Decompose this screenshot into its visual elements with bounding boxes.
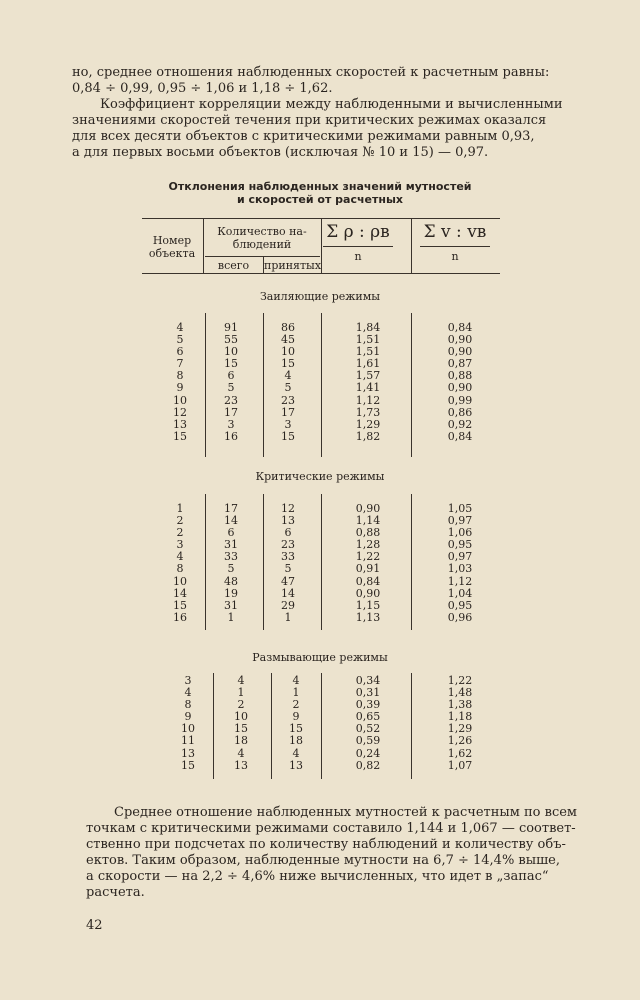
header-divider bbox=[203, 218, 204, 273]
table-cell: 0,24 bbox=[355, 746, 381, 760]
table-cell: 18 bbox=[289, 734, 303, 748]
table-cell: 15 bbox=[281, 357, 295, 371]
header-velocity-ratio: Σ v : vв bbox=[423, 222, 487, 242]
column-separator bbox=[205, 313, 206, 457]
table-cell: 1,48 bbox=[447, 686, 473, 700]
table-cell: 10 bbox=[234, 710, 248, 724]
table-cell: 6 bbox=[227, 369, 235, 383]
table-cell: 0,91 bbox=[355, 562, 381, 576]
table-cell: 0,84 bbox=[447, 429, 473, 443]
table-cell: 1,12 bbox=[355, 393, 381, 407]
header-denominator: n bbox=[451, 250, 459, 263]
table-cell: 5 bbox=[227, 381, 235, 395]
table-cell: 1 bbox=[284, 610, 292, 624]
table-cell: 13 bbox=[289, 758, 303, 772]
header-denominator: n bbox=[354, 250, 362, 263]
table-cell: 1,14 bbox=[355, 514, 381, 528]
table-cell: 15 bbox=[289, 722, 303, 736]
text-line: 0,84 ÷ 0,99, 0,95 ÷ 1,06 и 1,18 ÷ 1,62. bbox=[72, 81, 333, 96]
table-cell: 4 bbox=[176, 321, 184, 334]
table-cell: 10 bbox=[181, 722, 195, 736]
header-total: всего bbox=[217, 259, 250, 272]
text-line: Среднее отношение наблюденных мутностей к расчетным по всем bbox=[114, 805, 578, 820]
header-observation-count bbox=[205, 225, 319, 251]
table-cell: 0,97 bbox=[447, 514, 473, 528]
table-cell: 1,07 bbox=[447, 758, 473, 772]
table-cell: 0,34 bbox=[355, 674, 381, 687]
table-cell: 3 bbox=[227, 417, 235, 431]
column-separator bbox=[321, 494, 322, 630]
closing-paragraph bbox=[86, 805, 586, 901]
table-cell: 5 bbox=[284, 562, 292, 576]
velocity-ratio-column bbox=[440, 322, 480, 443]
total-count-column bbox=[225, 675, 257, 772]
text-line: расчета. bbox=[86, 885, 145, 900]
velocity-ratio-column bbox=[440, 675, 480, 772]
turbidity-ratio-column bbox=[348, 322, 388, 443]
table-cell: 31 bbox=[224, 538, 238, 552]
table-cell: 7 bbox=[176, 357, 184, 371]
table-cell: 33 bbox=[281, 550, 295, 564]
table-cell: 15 bbox=[281, 429, 295, 443]
table-cell: 9 bbox=[184, 710, 192, 724]
header-text: Количество на- bbox=[217, 225, 307, 238]
table-cell: 5 bbox=[176, 333, 184, 347]
header-text: объекта bbox=[148, 247, 196, 260]
table-cell: 1,03 bbox=[447, 562, 473, 576]
text-line: Коэффициент корреляции между наблюденными и вычисленными bbox=[100, 97, 563, 112]
table-cell: 0,87 bbox=[447, 357, 473, 371]
table-cell: 17 bbox=[224, 405, 238, 419]
table-cell: 19 bbox=[224, 586, 238, 600]
table-cell: 16 bbox=[173, 610, 187, 624]
text-line: точкам с критическими режимами составило 1,144 и 1,067 — соответ- bbox=[86, 821, 576, 836]
turbidity-ratio-column bbox=[348, 503, 388, 624]
object-number-column bbox=[162, 503, 198, 624]
table-cell: 5 bbox=[284, 381, 292, 395]
table-cell: 0,65 bbox=[355, 710, 381, 724]
table-cell: 0,92 bbox=[447, 417, 473, 431]
accepted-count-column bbox=[280, 675, 312, 772]
table-cell: 2 bbox=[292, 698, 300, 712]
table-cell: 1,18 bbox=[447, 710, 473, 724]
column-separator bbox=[411, 494, 412, 630]
table-cell: 9 bbox=[176, 381, 184, 395]
intro-paragraph bbox=[72, 65, 572, 161]
table-cell: 8 bbox=[176, 562, 184, 576]
table-cell: 1,84 bbox=[355, 321, 381, 334]
text-line: но, среднее отношения наблюденных скоростей к расчетным равны: bbox=[72, 65, 550, 80]
table-cell: 10 bbox=[224, 345, 238, 359]
table-cell: 23 bbox=[281, 538, 295, 552]
table-cell: 15 bbox=[173, 598, 187, 612]
text-line: значениями скоростей течения при критических режимах оказался bbox=[72, 113, 547, 128]
table-cell: 1,51 bbox=[355, 333, 381, 347]
table-cell: 1 bbox=[292, 686, 300, 700]
text-line: а для первых восьми объектов (исключая № 10 и 15) — 0,97. bbox=[72, 145, 489, 160]
table-cell: 1,29 bbox=[447, 722, 473, 736]
total-count-column bbox=[215, 322, 247, 443]
table-cell: 6 bbox=[227, 526, 235, 540]
text-line: ектов. Таким образом, наблюденные мутности на 6,7 ÷ 14,4% выше, bbox=[86, 853, 561, 868]
total-count-column bbox=[215, 503, 247, 624]
table-cell: 1 bbox=[227, 610, 235, 624]
table-cell: 45 bbox=[281, 333, 295, 347]
table-cell: 1,57 bbox=[355, 369, 381, 383]
table-cell: 1,22 bbox=[355, 550, 381, 564]
table-cell: 0,90 bbox=[447, 345, 473, 359]
column-separator bbox=[321, 313, 322, 457]
table-cell: 2 bbox=[176, 526, 184, 540]
table-cell: 47 bbox=[281, 574, 295, 588]
table-caption bbox=[140, 180, 500, 206]
table-cell: 15 bbox=[181, 758, 195, 772]
table-cell: 0,95 bbox=[447, 598, 473, 612]
text-line: а скорости — на 2,2 ÷ 4,6% ниже вычисленных, что идет в „запас“ bbox=[86, 869, 549, 884]
table-cell: 5 bbox=[227, 562, 235, 576]
object-number-column bbox=[170, 675, 206, 772]
table-cell: 10 bbox=[173, 393, 187, 407]
header-object-number bbox=[143, 234, 201, 260]
table-cell: 0,86 bbox=[447, 405, 473, 419]
table-cell: 17 bbox=[224, 502, 238, 515]
table-cell: 4 bbox=[284, 369, 292, 383]
table-cell: 0,96 bbox=[447, 610, 473, 624]
table-cell: 13 bbox=[181, 746, 195, 760]
table-cell: 1,51 bbox=[355, 345, 381, 359]
table-cell: 10 bbox=[173, 574, 187, 588]
table-cell: 13 bbox=[234, 758, 248, 772]
table-cell: 2 bbox=[176, 514, 184, 528]
text-line: для всех десяти объектов с критическими режимами равным 0,93, bbox=[72, 129, 535, 144]
table-cell: 13 bbox=[281, 514, 295, 528]
table-cell: 91 bbox=[224, 321, 238, 334]
table-cell: 15 bbox=[224, 357, 238, 371]
column-separator bbox=[321, 673, 322, 779]
header-bottom-rule bbox=[142, 273, 500, 274]
table-cell: 0,31 bbox=[355, 686, 381, 700]
fraction-bar-turbidity bbox=[323, 246, 393, 247]
column-separator bbox=[411, 673, 412, 779]
accepted-count-column bbox=[272, 503, 304, 624]
table-cell: 11 bbox=[181, 734, 195, 748]
table-cell: 1,73 bbox=[355, 405, 381, 419]
table-cell: 13 bbox=[173, 417, 187, 431]
accepted-count-column bbox=[272, 322, 304, 443]
table-cell: 1,41 bbox=[355, 381, 381, 395]
column-separator bbox=[411, 313, 412, 457]
table-cell: 6 bbox=[176, 345, 184, 359]
caption-line: и скоростей от расчетных bbox=[236, 193, 403, 206]
table-cell: 1,13 bbox=[355, 610, 381, 624]
text-line: ственно при подсчетах по количеству наблюдений и количеству объ- bbox=[86, 837, 566, 852]
table-cell: 10 bbox=[281, 345, 295, 359]
table-cell: 0,90 bbox=[447, 381, 473, 395]
caption-line: Отклонения наблюденных значений мутностей bbox=[168, 180, 472, 193]
table-cell: 3 bbox=[176, 538, 184, 552]
table-cell: 9 bbox=[292, 710, 300, 724]
table-cell: 15 bbox=[173, 429, 187, 443]
header-turbidity-ratio: Σ ρ : ρв bbox=[326, 222, 390, 242]
table-cell: 86 bbox=[281, 321, 295, 334]
table-cell: 0,95 bbox=[447, 538, 473, 552]
page-number: 42 bbox=[86, 918, 103, 933]
table-cell: 0,84 bbox=[447, 321, 473, 334]
object-number-column bbox=[162, 322, 198, 443]
table-cell: 8 bbox=[176, 369, 184, 383]
table-cell: 4 bbox=[184, 686, 192, 700]
table-cell: 1,12 bbox=[447, 574, 473, 588]
table-cell: 3 bbox=[184, 674, 192, 687]
table-cell: 0,90 bbox=[355, 502, 381, 515]
table-cell: 0,39 bbox=[355, 698, 381, 712]
table-cell: 0,59 bbox=[355, 734, 381, 748]
table-cell: 48 bbox=[224, 574, 238, 588]
table-cell: 1,61 bbox=[355, 357, 381, 371]
table-cell: 2 bbox=[237, 698, 245, 712]
header-accepted: принятых bbox=[264, 259, 322, 272]
table-cell: 4 bbox=[292, 746, 300, 760]
table-cell: 0,84 bbox=[355, 574, 381, 588]
table-cell: 0,52 bbox=[355, 722, 381, 736]
table-cell: 1,62 bbox=[447, 746, 473, 760]
table-cell: 6 bbox=[284, 526, 292, 540]
header-divider bbox=[321, 218, 322, 273]
table-cell: 1,29 bbox=[355, 417, 381, 431]
header-text: блюдений bbox=[232, 238, 292, 251]
column-separator bbox=[205, 494, 206, 630]
table-cell: 1,82 bbox=[355, 429, 381, 443]
header-divider bbox=[411, 218, 412, 273]
table-cell: 15 bbox=[234, 722, 248, 736]
table-cell: 16 bbox=[224, 429, 238, 443]
table-cell: 14 bbox=[281, 586, 295, 600]
table-cell: 14 bbox=[173, 586, 187, 600]
table-cell: 0,82 bbox=[355, 758, 381, 772]
table-cell: 0,88 bbox=[355, 526, 381, 540]
table-cell: 4 bbox=[237, 746, 245, 760]
section-title-silting: Заиляющие режимы bbox=[259, 290, 381, 303]
table-cell: 1,26 bbox=[447, 734, 473, 748]
table-cell: 29 bbox=[281, 598, 295, 612]
column-separator bbox=[213, 673, 214, 779]
table-cell: 1,05 bbox=[447, 502, 473, 515]
table-cell: 0,90 bbox=[447, 333, 473, 347]
table-cell: 55 bbox=[224, 333, 238, 347]
column-separator bbox=[263, 313, 264, 457]
table-cell: 1,04 bbox=[447, 586, 473, 600]
table-cell: 3 bbox=[284, 417, 292, 431]
table-cell: 33 bbox=[224, 550, 238, 564]
table-cell: 23 bbox=[281, 393, 295, 407]
table-cell: 1,22 bbox=[447, 674, 473, 687]
table-cell: 1,38 bbox=[447, 698, 473, 712]
table-cell: 12 bbox=[173, 405, 187, 419]
table-cell: 0,90 bbox=[355, 586, 381, 600]
table-cell: 1 bbox=[237, 686, 245, 700]
table-cell: 14 bbox=[224, 514, 238, 528]
table-cell: 4 bbox=[237, 674, 245, 687]
turbidity-ratio-column bbox=[348, 675, 388, 772]
table-cell: 1 bbox=[176, 502, 184, 515]
table-cell: 23 bbox=[224, 393, 238, 407]
table-cell: 1,15 bbox=[355, 598, 381, 612]
header-text: Номер bbox=[152, 234, 192, 247]
table-cell: 1,28 bbox=[355, 538, 381, 552]
table-cell: 12 bbox=[281, 502, 295, 515]
velocity-ratio-column bbox=[440, 503, 480, 624]
table-cell: 8 bbox=[184, 698, 192, 712]
table-cell: 0,99 bbox=[447, 393, 473, 407]
column-separator bbox=[271, 673, 272, 779]
table-cell: 0,88 bbox=[447, 369, 473, 383]
table-cell: 4 bbox=[292, 674, 300, 687]
table-cell: 4 bbox=[176, 550, 184, 564]
fraction-bar-velocity bbox=[420, 246, 490, 247]
table-cell: 18 bbox=[234, 734, 248, 748]
section-title-scouring: Размывающие режимы bbox=[252, 651, 388, 664]
table-cell: 31 bbox=[224, 598, 238, 612]
table-cell: 1,06 bbox=[447, 526, 473, 540]
section-title-critical: Критические режимы bbox=[255, 470, 385, 483]
column-separator bbox=[263, 494, 264, 630]
table-cell: 17 bbox=[281, 405, 295, 419]
table-cell: 0,97 bbox=[447, 550, 473, 564]
